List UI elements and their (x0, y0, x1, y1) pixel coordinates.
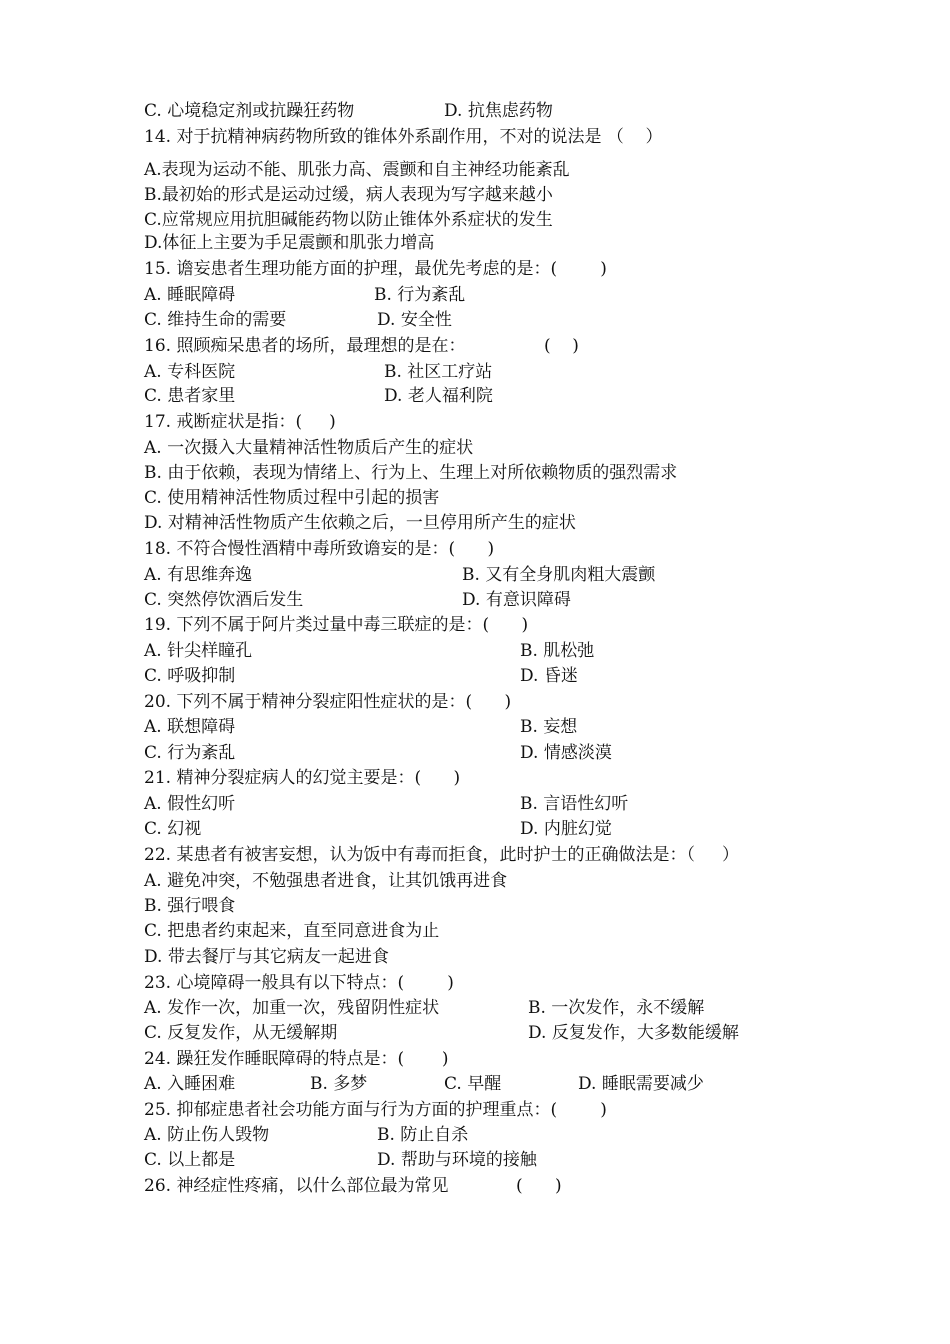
text-segment: A. 联想障碍 (144, 717, 236, 737)
text-segment: C. 行为紊乱 (144, 743, 236, 763)
text-segment: B.最初始的形式是运动过缓，病人表现为写字越来越小 (144, 185, 553, 205)
text-segment: B. 妄想 (520, 717, 578, 737)
text-segment: D. 对精神活性物质产生依赖之后，一旦停用所产生的症状 (144, 513, 576, 533)
text-segment: 26. 神经症性疼痛，以什么部位最为常见 (144, 1176, 449, 1196)
text-segment: A. 发作一次，加重一次，残留阴性症状 (144, 998, 440, 1018)
text-segment: A. 避免冲突，不勉强患者进食，让其饥饿再进食 (144, 871, 508, 891)
text-segment: 14. 对于抗精神病药物所致的锥体外系副作用，不对的说法是 （ ） (144, 127, 663, 147)
text-segment: C. 早醒 (444, 1074, 502, 1094)
text-segment: C. 突然停饮酒后发生 (144, 590, 304, 610)
text-segment: A. 专科医院 (144, 362, 236, 382)
text-segment: A.表现为运动不能、肌张力高、震颤和自主神经功能紊乱 (144, 160, 570, 180)
text-segment: B. 多梦 (310, 1074, 368, 1094)
text-segment: C. 呼吸抑制 (144, 666, 236, 686)
text-segment: D. 安全性 (377, 310, 452, 330)
text-segment: D.体征上主要为手足震颤和肌张力增高 (144, 233, 435, 253)
text-segment: A. 睡眠障碍 (144, 285, 236, 305)
text-segment: C. 把患者约束起来，直至同意进食为止 (144, 921, 440, 941)
text-segment: A. 入睡困难 (144, 1074, 236, 1094)
text-segment: B. 又有全身肌肉粗大震颤 (462, 565, 656, 585)
text-segment: A. 有思维奔逸 (144, 565, 253, 585)
text-segment: D. 帮助与环境的接触 (377, 1150, 537, 1170)
text-segment: B. 行为紊乱 (374, 285, 466, 305)
text-segment: B. 言语性幻听 (520, 794, 629, 814)
text-segment: 23. 心境障碍一般具有以下特点：( ) (144, 973, 454, 993)
text-segment: 20. 下列不属于精神分裂症阳性症状的是：( ) (144, 692, 512, 712)
text-segment: B. 强行喂食 (144, 896, 236, 916)
text-segment: C. 反复发作，从无缓解期 (144, 1023, 338, 1043)
text-segment: D. 有意识障碍 (462, 590, 571, 610)
text-segment: A. 假性幻听 (144, 794, 236, 814)
text-segment: 17. 戒断症状是指：( ) (144, 412, 336, 432)
text-segment: D. 内脏幻觉 (520, 819, 612, 839)
text-segment: B. 肌松弛 (520, 641, 595, 661)
text-segment: 18. 不符合慢性酒精中毒所致谵妄的是：( ) (144, 539, 495, 559)
text-segment: C. 以上都是 (144, 1150, 236, 1170)
text-segment: 21. 精神分裂症病人的幻觉主要是：( ) (144, 768, 461, 788)
text-segment: D. 老人福利院 (384, 386, 493, 406)
text-segment: D. 带去餐厅与其它病友一起进食 (144, 947, 389, 967)
text-segment: B. 防止自杀 (377, 1125, 469, 1145)
text-segment: A. 防止伤人毁物 (144, 1125, 270, 1145)
text-segment: D. 昏迷 (520, 666, 578, 686)
text-segment: C. 维持生命的需要 (144, 310, 287, 330)
text-segment: 22. 某患者有被害妄想，认为饭中有毒而拒食，此时护士的正确做法是：（ ） (144, 845, 739, 865)
text-segment: 25. 抑郁症患者社会功能方面与行为方面的护理重点：( ) (144, 1100, 607, 1120)
text-segment: C. 患者家里 (144, 386, 236, 406)
text-segment: C.应常规应用抗胆碱能药物以防止锥体外系症状的发生 (144, 210, 553, 230)
text-segment: D. 抗焦虑药物 (444, 101, 553, 121)
text-segment: A. 一次摄入大量精神活性物质后产生的症状 (144, 438, 474, 458)
text-segment: 19. 下列不属于阿片类过量中毒三联症的是：( ) (144, 615, 529, 635)
text-segment: D. 情感淡漠 (520, 743, 612, 763)
text-segment: C. 心境稳定剂或抗躁狂药物 (144, 101, 355, 121)
text-segment: A. 针尖样瞳孔 (144, 641, 253, 661)
text-segment: ( ) (544, 336, 579, 356)
text-segment: C. 使用精神活性物质过程中引起的损害 (144, 488, 440, 508)
text-segment: ( ) (516, 1176, 562, 1196)
text-segment: D. 反复发作，大多数能缓解 (528, 1023, 739, 1043)
text-segment: B. 一次发作，永不缓解 (528, 998, 705, 1018)
text-segment: B. 社区工疗站 (384, 362, 493, 382)
text-segment: 24. 躁狂发作睡眠障碍的特点是：( ) (144, 1049, 449, 1069)
text-segment: C. 幻视 (144, 819, 202, 839)
text-segment: 16. 照顾痴呆患者的场所，最理想的是在： (144, 336, 466, 356)
text-segment: D. 睡眠需要减少 (578, 1074, 704, 1094)
text-segment: 15. 谵妄患者生理功能方面的护理，最优先考虑的是：( ) (144, 259, 607, 279)
text-segment: B. 由于依赖，表现为情绪上、行为上、生理上对所依赖物质的强烈需求 (144, 463, 678, 483)
